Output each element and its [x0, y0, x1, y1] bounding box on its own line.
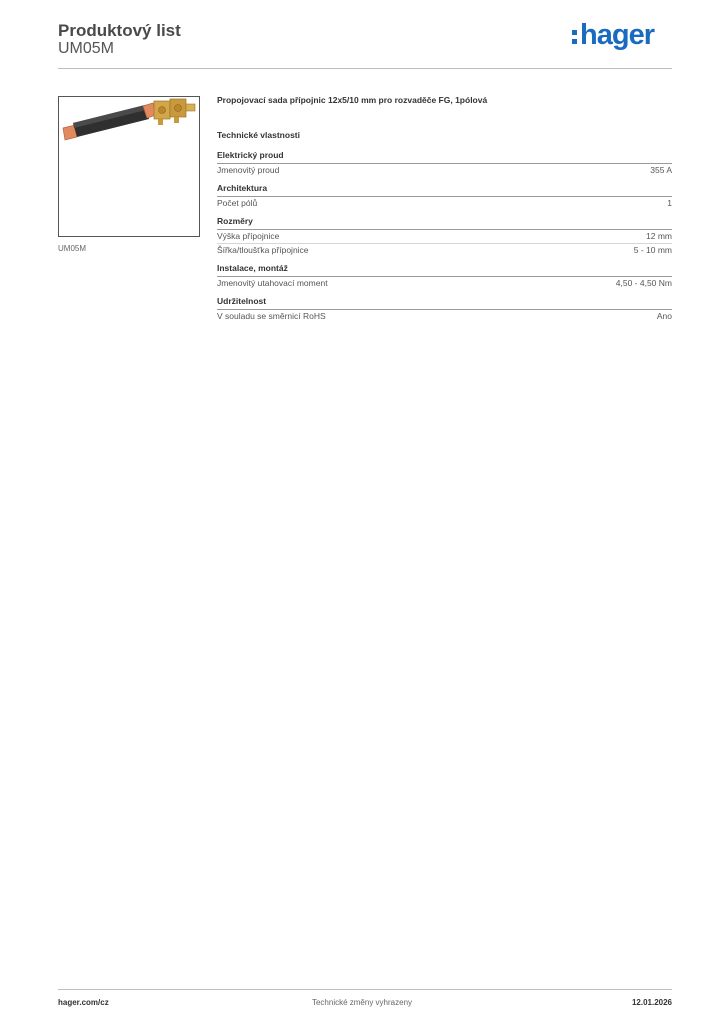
- spec-label: V souladu se směrnicí RoHS: [217, 311, 326, 321]
- spec-section-dimensions: [217, 216, 672, 257]
- image-caption: UM05M: [58, 244, 87, 253]
- spec-label: Šířka/tloušťka přípojnice: [217, 245, 309, 255]
- tech-properties-heading: Technické vlastnosti: [217, 130, 300, 140]
- footer-website-link[interactable]: hager.com/cz: [58, 998, 109, 1007]
- spec-value: Ano: [656, 311, 672, 321]
- section-title: Architektura: [217, 183, 672, 197]
- footer-date: 12.01.2026: [631, 998, 672, 1007]
- spec-section-installation: [217, 263, 672, 290]
- hager-logo: [572, 20, 654, 50]
- spec-section-sustainability: [217, 296, 672, 323]
- spec-label: Výška přípojnice: [217, 231, 280, 241]
- spec-label: Jmenovitý utahovací moment: [217, 278, 328, 288]
- spec-row: [217, 230, 672, 244]
- product-image: [58, 96, 200, 237]
- section-title: Rozměry: [217, 216, 672, 230]
- busbar-connector-icon: [59, 97, 199, 236]
- section-title: Udržitelnost: [217, 296, 672, 310]
- page-title: Produktový list: [58, 21, 181, 40]
- spec-label: Počet pólů: [217, 198, 258, 208]
- page-header: [58, 20, 672, 68]
- spec-value: 355 A: [650, 165, 672, 175]
- spec-row: [217, 164, 672, 177]
- spec-section-electric-current: [217, 150, 672, 177]
- section-title: Instalace, montáž: [217, 263, 672, 277]
- footer-notice: Technické změny vyhrazeny: [311, 998, 413, 1007]
- spec-section-architecture: [217, 183, 672, 210]
- section-title: Elektrický proud: [217, 150, 672, 164]
- spec-label: Jmenovitý proud: [217, 165, 280, 175]
- product-specs: [217, 95, 672, 323]
- header-divider: [58, 68, 672, 69]
- spec-row: [217, 310, 672, 323]
- spec-row: [217, 197, 672, 210]
- logo-dots-icon: [572, 30, 577, 44]
- spec-value: 12 mm: [646, 231, 672, 241]
- spec-value: 4,50 - 4,50 Nm: [615, 278, 672, 288]
- product-description: Propojovací sada přípojnic 12x5/10 mm pro rozvaděče FG, 1pólová: [217, 95, 488, 105]
- spec-value: 5 - 10 mm: [633, 245, 672, 255]
- spec-row: [217, 277, 672, 290]
- footer-divider: [58, 989, 672, 990]
- logo-text: hager: [580, 19, 654, 51]
- spec-value: 1: [667, 198, 672, 208]
- product-code: UM05M: [58, 40, 115, 57]
- spec-row: [217, 244, 672, 257]
